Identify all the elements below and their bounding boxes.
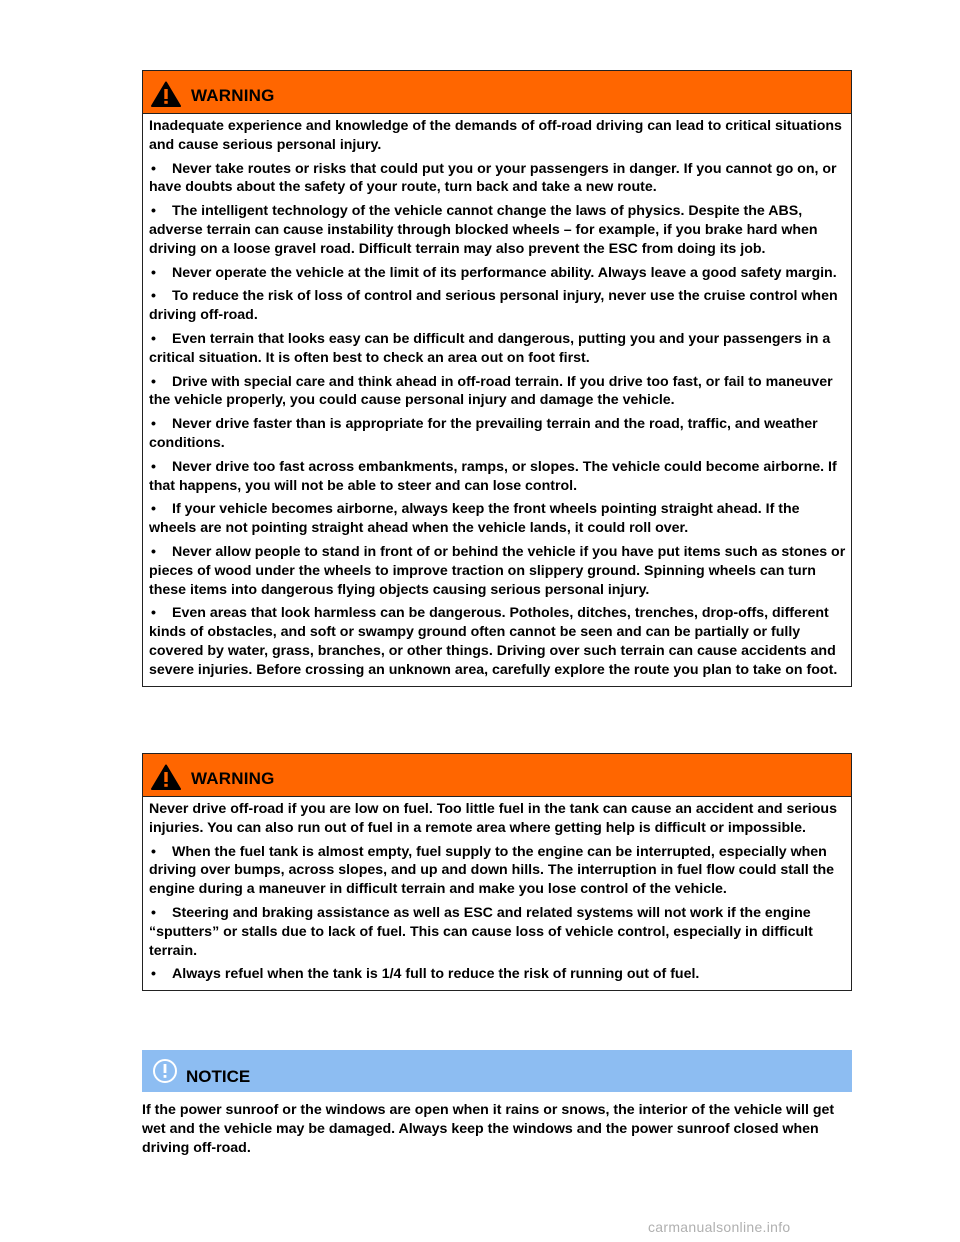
warning-intro: Never drive off-road if you are low on fuel. Too little fuel in the tank can cause an accident and serious injuries. You can also run out of fuel in a remote area where getting help is difficult or impossible. [149,801,837,836]
list-item: • Even areas that look harmless can be dangerous. Potholes, ditches, trenches, drop-offs, different kinds of obstacles, and soft or swampy ground often cannot be seen and can be partially or fully covered by water, grass, branches, or other things. Driving over such terrain can cause accidents and severe injuries. Before crossing an unknown area, carefully explore the route you plan to take on foot. [149,605,838,678]
notice-text: If the power sunroof or the windows are open when it rains or snows, the interior of the vehicle will get wet and the vehicle may be damaged. Always keep the windows and the power sunroof closed when driving off-road. [142,1102,835,1156]
warning-body [143,797,851,990]
list-item: • Drive with special care and think ahead in off-road terrain. If you drive too fast, or fail to maneuver the vehicle properly, you could cause personal injury and damage the vehicle. [149,373,833,409]
bullet: • [151,264,156,281]
bullet: • [151,904,156,921]
bullet: • [151,330,156,347]
warning-box-low-fuel [142,753,852,991]
warning-triangle-icon [151,764,181,790]
list-item: • When the fuel tank is almost empty, fuel supply to the engine can be interrupted, especially when driving over bumps, across slopes, and up and down hills. The interruption in fuel flow could stall the engine during a maneuver in difficult terrain and make you lose control of the vehicle. [149,843,835,898]
bullet: • [151,416,156,433]
warning-list [149,160,847,680]
warning-title: WARNING [191,86,275,105]
warning-title: WARNING [191,769,275,788]
warning-triangle-icon [151,81,181,107]
notice-header [142,1050,852,1092]
bullet: • [151,160,156,177]
bullet: • [151,843,156,860]
list-item: • Never operate the vehicle at the limit of its performance ability. Always leave a good safety margin. [151,264,837,281]
list-item: • Even terrain that looks easy can be difficult and dangerous, putting you and your passengers in a critical situation. It is often best to check an area out on foot first. [149,330,831,366]
bullet: • [151,605,156,622]
list-item: • To reduce the risk of loss of control and serious personal injury, never use the cruise control when driving off-road. [149,288,838,324]
bullet: • [151,501,156,518]
warning-list [149,843,847,985]
list-item: • Never allow people to stand in front of or behind the vehicle if you have put items such as stones or pieces of wood under the wheels to improve traction on slippery ground. Spinning wheels can turn these items into dangerous flying objects causing serious personal injury. [149,543,846,598]
watermark: carmanualsonline.info [648,1219,791,1235]
bullet: • [151,966,156,983]
notice-exclamation-icon [152,1058,178,1084]
bullet: • [151,288,156,305]
bullet: • [151,458,156,475]
list-item: • Never take routes or risks that could put you or your passengers in danger. If you cannot go on, or have doubts about the safety of your route, turn back and take a new route. [149,160,837,196]
list-item: • If your vehicle becomes airborne, always keep the front wheels pointing straight ahead. If the wheels are not pointing straight ahead when the vehicle lands, it could roll over. [149,501,800,537]
warning-box-offroad-experience [142,70,852,687]
bullet: • [151,543,156,560]
bullet: • [151,203,156,220]
list-item: • The intelligent technology of the vehicle cannot change the laws of physics. Despite the ABS, adverse terrain can cause instability through blocked wheels – for example, if you brake hard when driving on a loose gravel road. Difficult terrain may also prevent the ESC from doing its job. [149,203,818,257]
bullet: • [151,373,156,390]
list-item: • Never drive too fast across embankments, ramps, or slopes. The vehicle could become airborne. If that happens, you will not be able to steer and can lose control. [149,458,837,494]
list-item: • Never drive faster than is appropriate for the prevailing terrain and the road, traffic, and weather conditions. [149,416,818,451]
list-item: • Always refuel when the tank is 1/4 full to reduce the risk of running out of fuel. [151,966,700,983]
notice-title: NOTICE [186,1067,251,1086]
warning-header [143,754,851,797]
warning-header [143,71,851,114]
warning-intro: Inadequate experience and knowledge of the demands of off-road driving can lead to critical situations and cause serious personal injury. [149,118,842,153]
warning-body [143,114,851,686]
list-item: • Steering and braking assistance as well as ESC and related systems will not work if the engine “sputters” or stalls due to lack of fuel. This can cause loss of vehicle control, especially in difficult terrain. [149,904,813,959]
